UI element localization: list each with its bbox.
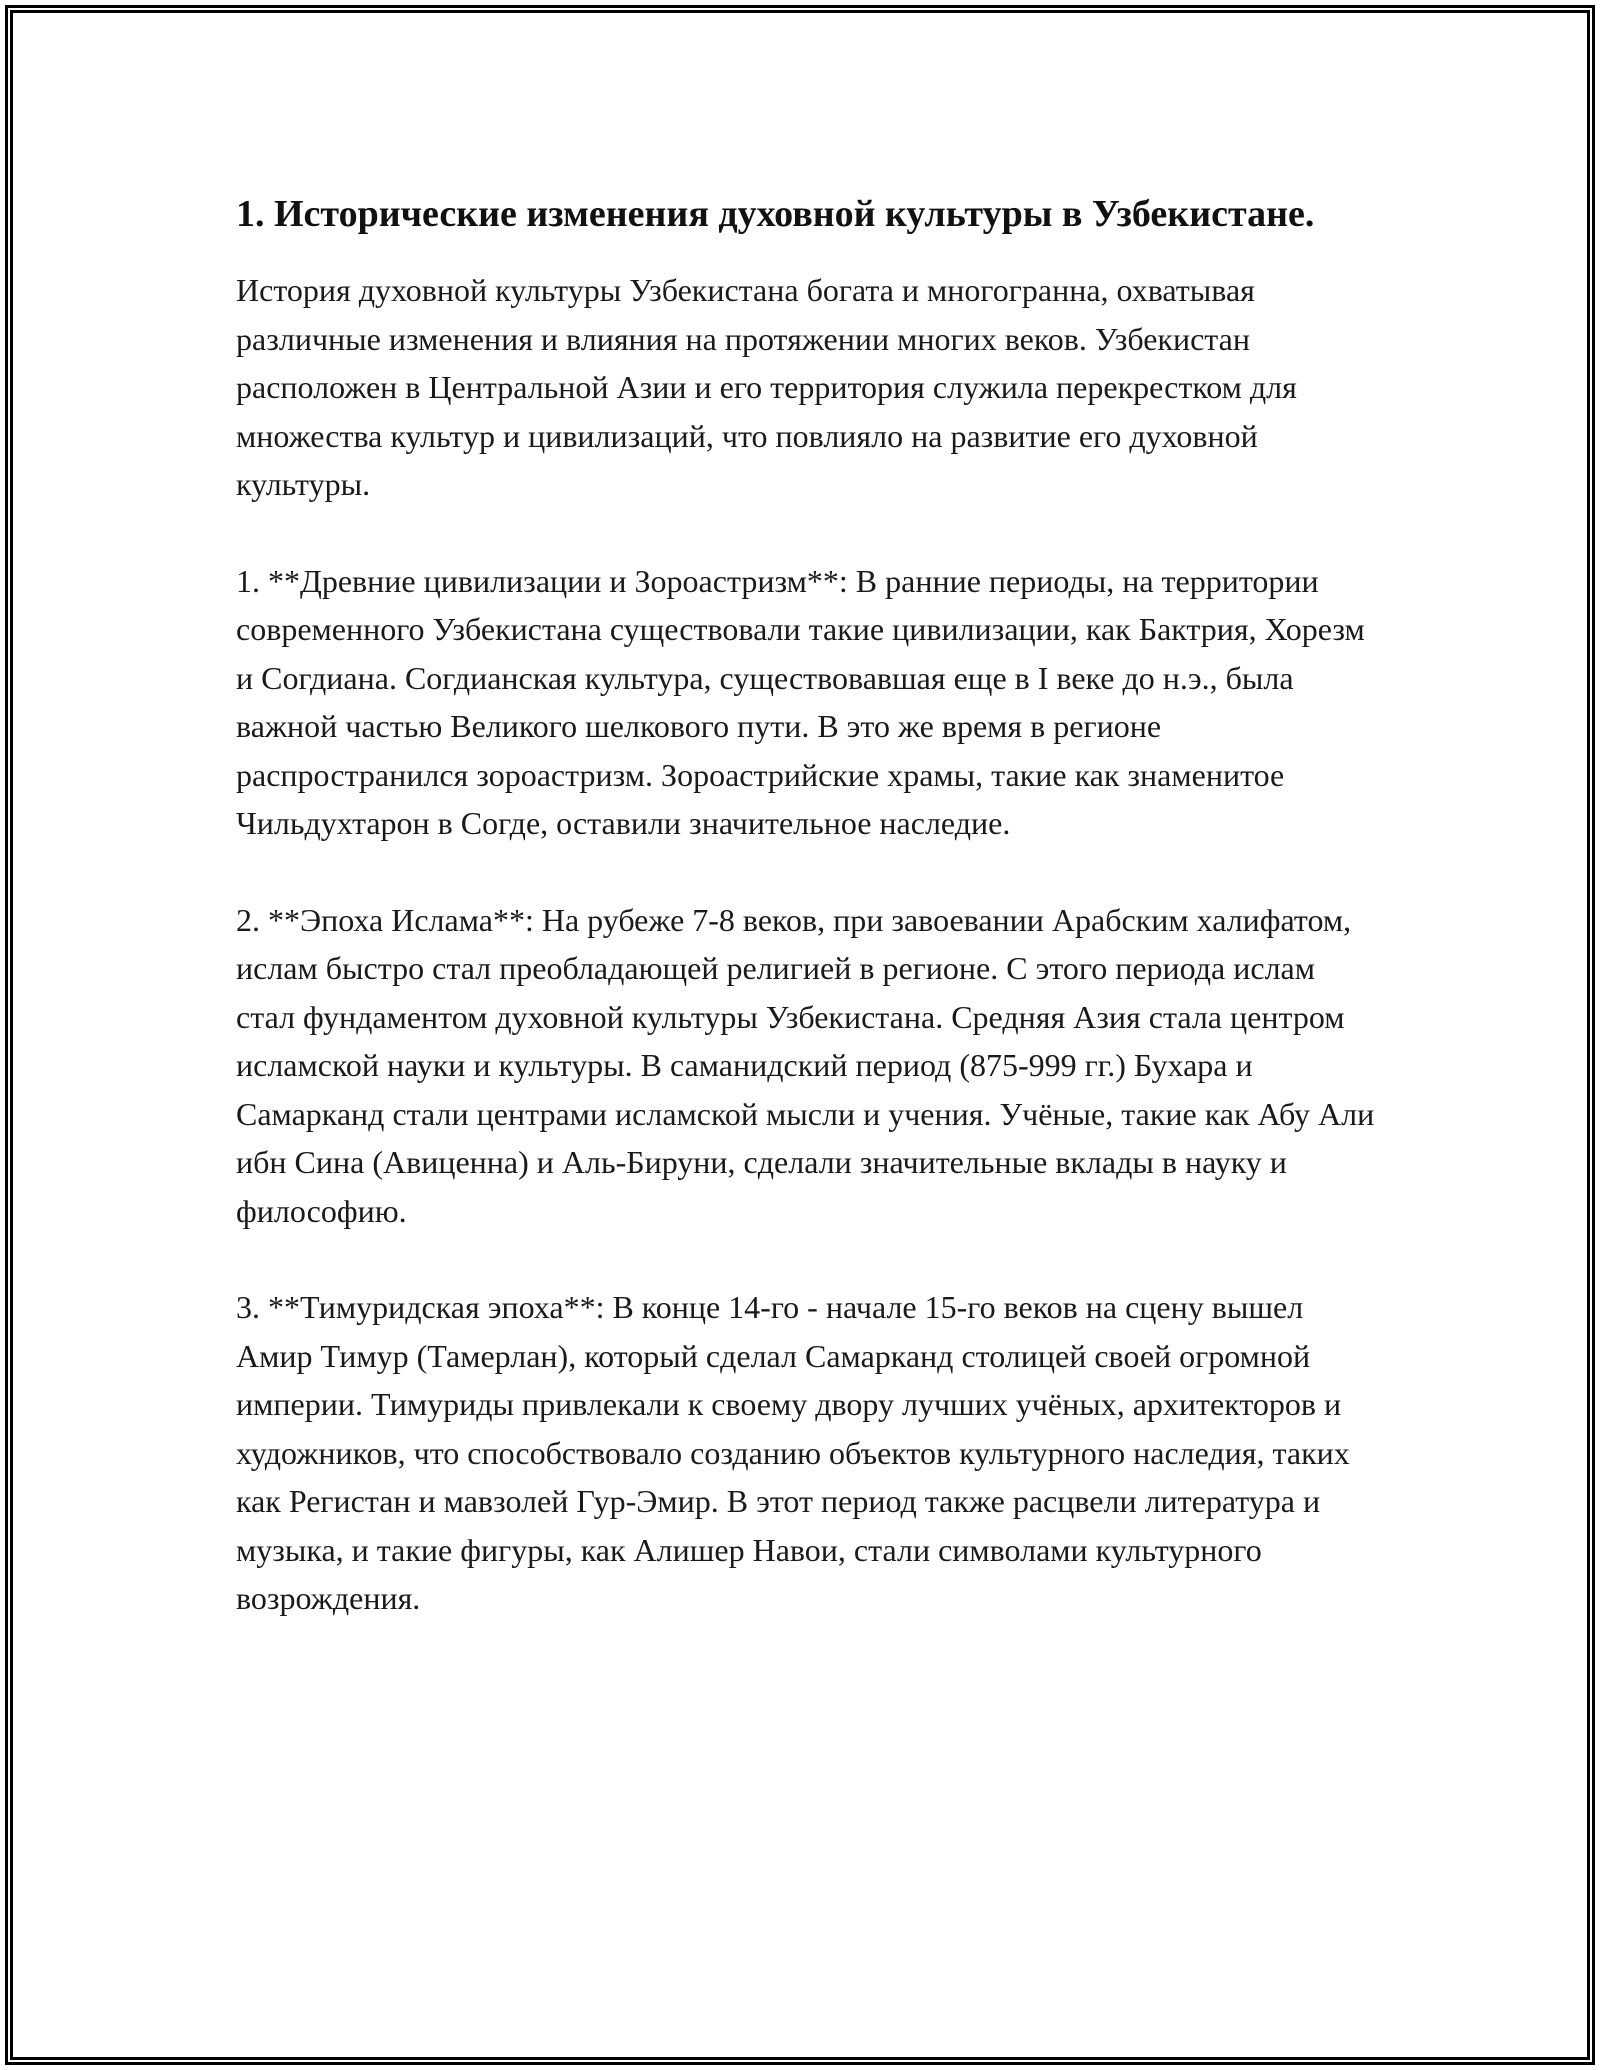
paragraph-ancient-civilizations: 1. **Древние цивилизации и Зороастризм**: В ранние периоды, на территории современного Узбекистана существовали такие цивилизации, как Бактрия, Хорезм и Согдиана. Согдианская культура, существовавшая еще в I веке до н.э., была важной частью Великого шелкового пути. В это же время в регионе распространился зороастризм. Зороастрийские храмы, такие как знаменитое Чильдухтарон в Согде, оставили значительное наследие. bbox=[236, 562, 1365, 841]
document-title: 1. Исторические изменения духовной культуры в Узбекистане. bbox=[236, 193, 1315, 235]
paragraph-timurid-era: 3. **Тимуридская эпоха**: В конце 14-го - начале 15-го веков на сцену вышел Амир Тимур (Тамерлан), который сделал Самарканд столицей своей огромной империи. Тимуриды привлекали к своему двору лучших учёных, архитекторов и художников, что способствовало созданию объектов культурного наследия, таких как Регистан и мавзолей Гур-Эмир. В этот период также расцвели литература и музыка, и такие фигуры, как Алишер Навои, стали символами культурного возрождения. bbox=[236, 1289, 1350, 1616]
intro-paragraph: История духовной культуры Узбекистана богата и многогранна, охватывая различные изменения и влияния на протяжении многих веков. Узбекистан расположен в Центральной Азии и его территория служила перекрестком для множества культур и цивилизаций, что повлияло на развитие его духовной культуры. bbox=[236, 272, 1297, 502]
paragraph-islam-era: 2. **Эпоха Ислама**: На рубеже 7-8 веков, при завоевании Арабским халифатом, ислам быстро стал преобладающей религией в регионе. С этого периода ислам стал фундаментом духовной культуры Узбекистана. Средняя Азия стала центром исламской науки и культуры. В саманидский период (875-999 гг.) Бухара и Самарканд стали центрами исламской мысли и учения. Учёные, такие как Абу Али ибн Сина (Авиценна) и Аль-Бируни, сделали значительные вклады в науку и философию. bbox=[236, 901, 1375, 1229]
document-body bbox=[236, 186, 1376, 1671]
